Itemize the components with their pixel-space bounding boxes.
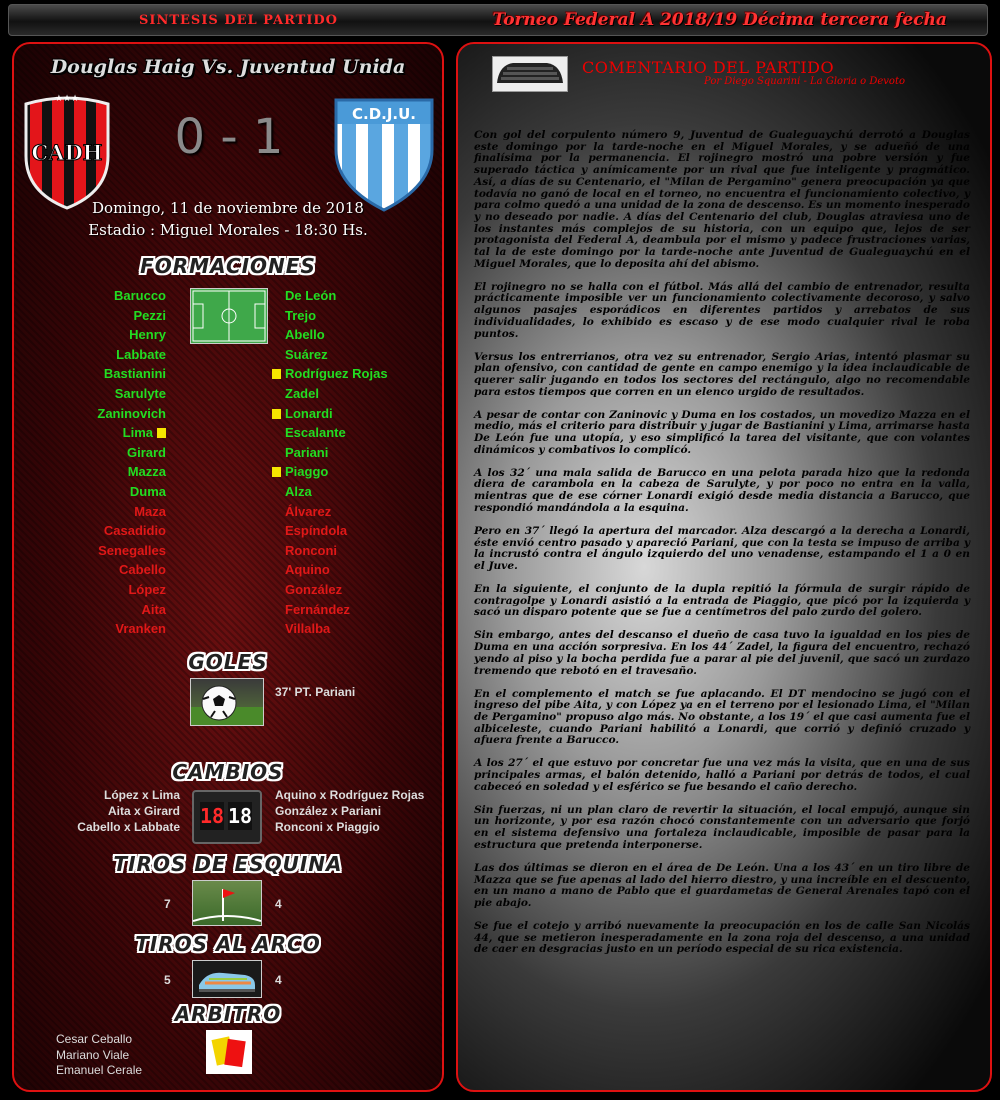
- home-player: [133, 306, 166, 326]
- player-name: Barucco: [113, 288, 166, 303]
- yellow-card-icon: [272, 409, 281, 419]
- player-name: Villalba: [285, 621, 331, 637]
- away-player: [272, 404, 333, 424]
- home-player: [115, 384, 166, 404]
- section-title: SINTESIS DEL PARTIDO: [139, 13, 339, 28]
- article-paragraph: Se fue el cotejo y arribó nuevamente la preocupación en los de calle San Nicolás 44, que se metieron inesperadamente en la zona roja del descenso, a una unidad de caer en desgracias justo en un período especial de su rica existencia.: [474, 919, 970, 956]
- tournament-title: Torneo Federal A 2018/19 Décima tercera fecha: [492, 10, 947, 30]
- article-paragraph: Sin fuerzas, ni un plan claro de revertir la situación, el local empujó, aunque sin un horizonte, y por esa razón chocó constantemente con un adversario que forjó en el sistema defensivo una fortaleza inclaudicable, imposible de pasar para la estructura que pretenda interponerse.: [474, 803, 970, 851]
- player-name: De León: [285, 288, 337, 303]
- referee-cards-icon: [206, 1030, 252, 1074]
- player-name: Abello: [285, 327, 325, 343]
- svg-text:★★★: ★★★: [54, 94, 80, 104]
- player-name: Zadel: [285, 386, 319, 401]
- substitution-home: Aita x Girard: [107, 804, 180, 818]
- home-player: [97, 404, 166, 424]
- article-paragraph: Versus los entrerrianos, otra vez su entrenador, Sergio Arias, intentó plasmar su plan ofensivo, con cantidad de gente en campo enemigo y la idea inclaudicable de querer salir jugando en todos los sectores del rectángulo, algo no recomendable para estos tiempos que corren en un elenco urgido de resultados.: [474, 350, 970, 398]
- away-crest: [328, 94, 440, 212]
- shots-away: 4: [275, 973, 282, 987]
- player-name: Cabello: [119, 562, 166, 578]
- away-player: [285, 521, 347, 541]
- corners-away: 4: [275, 897, 282, 911]
- player-name: Maza: [134, 503, 166, 519]
- referee-name: Cesar Ceballo: [56, 1032, 133, 1046]
- home-player: [114, 286, 166, 306]
- player-name: Mazza: [127, 464, 166, 480]
- substitution-board-icon: 18 18: [192, 790, 262, 844]
- article-paragraph: Con gol del corpulento número 9, Juventud de Gualeguaychú derrotó a Douglas este domingo por la tarde-noche en el Miguel Morales, y se adueñó de una finalísima por la permanencia. El rojinegro mostró una pobre versión y fue superado táctica y anímicamente por un rival que fue inteligente y pragmático. Así, a días de su Centenario, el "Milan de Pergamino" genera preocupación ya que todavía no ganó de local en el torneo, no encuentra el funcionamiento colectivo, y para colmo quedó a una unidad de la zona de descenso. Es un momento inesperado y no deseado por nadie. A días del Centenario del club, Douglas atraviesa uno de los instantes más complejos de su historia, con un equipo que, lejos de ser protagonista del Federal A, deambula por el mismo y padece frustraciones varias, tal la de este domingo por la tarde-noche ante Juventud de Gualeguaychú en el Miguel Morales, que lo deposita ahí del abismo.: [474, 129, 970, 270]
- shots-home: 5: [164, 973, 171, 987]
- player-name: González: [285, 582, 343, 597]
- away-player: [285, 325, 325, 345]
- player-name: Henry: [129, 327, 166, 343]
- referee-name: Emanuel Cerale: [56, 1063, 143, 1077]
- arbitro-heading: ARBITRO: [174, 1002, 282, 1026]
- formaciones-heading: FORMACIONES: [140, 254, 316, 278]
- comment-panel: [456, 42, 992, 1092]
- substitution-home: López x Lima: [103, 788, 180, 802]
- corner-flag-icon: [192, 880, 262, 926]
- player-name: Pariani: [285, 444, 329, 460]
- player-name: Lima: [122, 425, 153, 441]
- shots-heading: TIROS AL ARCO: [135, 932, 321, 956]
- goles-heading: GOLES: [188, 650, 268, 674]
- home-crest: [22, 94, 112, 210]
- article-paragraph: Sin embargo, antes del descanso el dueño de casa tuvo la igualdad en los pies de Duma en una acción sorpresiva. En los 44´ Zadel, la figura del encuentro, rechazó yendo al piso y la bocha perdida fue a parar al pie del juvenil, que sacó un zurdazo tremendo que rebotó en el travesaño.: [474, 629, 970, 677]
- article-paragraph: A los 27´ el que estuvo por concretar fue una vez más la visita, que en una de sus principales armas, el balón detenido, halló a Pariani por detrás de todos, el cual cabeceó en soledad y el esférico se fue besando el caño derecho.: [474, 757, 970, 793]
- player-name: Trejo: [285, 307, 317, 323]
- player-name: Piaggo: [285, 464, 329, 480]
- away-player: [285, 619, 330, 639]
- player-name: Zaninovich: [97, 405, 166, 421]
- player-name: Pezzi: [133, 307, 166, 323]
- article-paragraph: A los 32´ una mala salida de Barucco en una pelota parada hizo que la redonda diera de carambola en la cabeza de Sarulyte, y por poco no entra en la valla, mientras que de ese córner Lonardi exigió desde media distancia a Barucco, que respondió mandándola a la esquina.: [474, 466, 970, 514]
- player-name: Sarulyte: [114, 386, 166, 401]
- player-name: Casadidio: [103, 523, 166, 539]
- home-player: [127, 443, 166, 463]
- match-stadium: Estadio : Miguel Morales - 18:30 Hs.: [88, 221, 368, 239]
- home-player: [115, 619, 166, 639]
- home-player: [129, 325, 166, 345]
- away-player: [272, 462, 328, 482]
- comment-title: COMENTARIO DEL PARTIDO: [582, 58, 835, 77]
- match-title: Douglas Haig Vs. Juventud Unida: [50, 56, 406, 78]
- home-player: [134, 502, 166, 522]
- away-player: [285, 580, 342, 600]
- away-player: [285, 306, 316, 326]
- referee-name: Mariano Viale: [56, 1047, 130, 1062]
- player-name: López: [128, 582, 166, 597]
- yellow-card-icon: [157, 428, 166, 438]
- player-name: Senegalles: [98, 542, 166, 558]
- keyboard-icon: [492, 56, 568, 92]
- goal-away: 37' PT. Pariani: [275, 685, 356, 699]
- article-paragraph: Las dos últimas se dieron en el área de De León. Una a los 43´ en un tiro libre de Mazza que se fue apenas al lado del hierro diestro, y una increíble en el descuento, en un mano a mano de Pablo que el guardametas de General Arenales tapó con el pie abajo.: [474, 861, 970, 909]
- away-player: [285, 384, 319, 404]
- boot-icon: [192, 960, 262, 998]
- away-player: [285, 482, 312, 502]
- substitution-away: Aquino x Rodríguez Rojas: [275, 788, 425, 802]
- away-player: [285, 443, 328, 463]
- top-bar: [8, 4, 988, 36]
- home-player: [104, 521, 166, 541]
- home-player: [116, 345, 166, 365]
- player-name: Labbate: [116, 346, 166, 362]
- match-date: Domingo, 11 de noviembre de 2018: [92, 199, 364, 217]
- article-paragraph: El rojinegro no se halla con el fútbol. Más allá del cambio de entrenador, resulta prácticamente imposible ver un funcionamiento colectivamente decoroso, y salvo algunos pasajes esporádicos en diferentes partidos y arrebatos de sus individualidades, lo exhibido es escaso y de ese modo cualquier rival le roba puntos.: [474, 280, 970, 340]
- home-player: [130, 482, 166, 502]
- player-name: Escalante: [285, 425, 346, 441]
- corners-heading: TIROS DE ESQUINA: [113, 852, 343, 876]
- soccer-ball-icon: [190, 678, 264, 726]
- home-player: [128, 462, 166, 482]
- away-player: [272, 364, 388, 384]
- comment-author: Por Diego Squarini - La Gloria o Devoto: [704, 76, 905, 87]
- player-name: Vranken: [115, 621, 166, 637]
- player-name: Duma: [129, 484, 166, 499]
- svg-text:CADH: CADH: [31, 140, 103, 165]
- home-player: [128, 580, 166, 600]
- home-player: [119, 560, 166, 580]
- player-name: Aita: [141, 601, 166, 617]
- svg-text:C.D.J.U.: C.D.J.U.: [351, 105, 417, 123]
- article-paragraph: Pero en 37´ llegó la apertura del marcador. Alza descargó a la derecha a Lonardi, éste envió centro pasado y apareció Pariani, que con la testa se impuso de arriba y la incrustó contra el ángulo izquierdo del uno venadense, estampando el 1 a 0 en el Juve.: [474, 524, 970, 572]
- away-player: [285, 423, 346, 443]
- home-player: [141, 600, 166, 620]
- away-player: [285, 286, 336, 306]
- article-paragraph: En la siguiente, el conjunto de la dupla repitió la fórmula de surgir rápido de contragolpe y Lonardi asistió a la entrada de Piaggio, que picó por la izquierda y sacó un disparo potente que se fue a centímetros del palo zurdo del golero.: [474, 582, 970, 619]
- home-player: [123, 423, 166, 443]
- away-player: [285, 560, 330, 580]
- pitch-icon: [190, 288, 268, 344]
- player-name: Lonardi: [285, 405, 333, 421]
- player-name: Alza: [285, 484, 312, 499]
- player-name: Ronconi: [285, 542, 337, 558]
- cambios-heading: CAMBIOS: [172, 760, 284, 784]
- yellow-card-icon: [272, 369, 281, 379]
- substitution-away: González x Pariani: [275, 804, 382, 818]
- article-paragraph: En el complemento el match se fue aplacando. El DT mendocino se jugó con el ingreso del pibe Aita, y con López ya en el terreno por el lesionado Lima, el "Milan de Pergamino" propuso algo más. No obstante, a los 19´ el que casi aumenta fue el albiceleste, cuando Pariani habilitó a Lonardi, que corrió y definió cruzado y afuera frente a Barucco.: [474, 687, 970, 747]
- player-name: Fernández: [285, 601, 351, 617]
- away-player: [285, 541, 337, 561]
- score: 0 - 1: [174, 109, 284, 165]
- match-summary-panel: [12, 42, 444, 1092]
- player-name: Álvarez: [285, 503, 332, 519]
- substitution-away: Ronconi x Piaggio: [275, 820, 380, 834]
- away-player: [285, 600, 350, 620]
- article-paragraph: A pesar de contar con Zaninovic y Duma en los costados, un movedizo Mazza en el medio, más el criterio para distribuir y jugar de Bastianini y Lima, arrimarse hasta De León fue una utopía, y eso simplificó la tarea del visitante, que con volantes dinámicos y combativos lo complicó.: [474, 408, 970, 456]
- player-name: Bastianini: [103, 366, 166, 382]
- player-name: Suárez: [285, 346, 328, 362]
- away-player: [285, 345, 328, 365]
- home-player: [104, 364, 166, 384]
- player-name: Girard: [126, 444, 166, 460]
- away-player: [285, 502, 331, 522]
- player-name: Rodríguez Rojas: [285, 366, 388, 382]
- home-player: [98, 541, 166, 561]
- player-name: Espíndola: [285, 523, 348, 539]
- match-article: [474, 130, 970, 967]
- substitution-home: Cabello x Labbate: [77, 820, 180, 834]
- corners-home: 7: [164, 897, 171, 911]
- yellow-card-icon: [272, 467, 281, 477]
- player-name: Aquino: [285, 562, 330, 578]
